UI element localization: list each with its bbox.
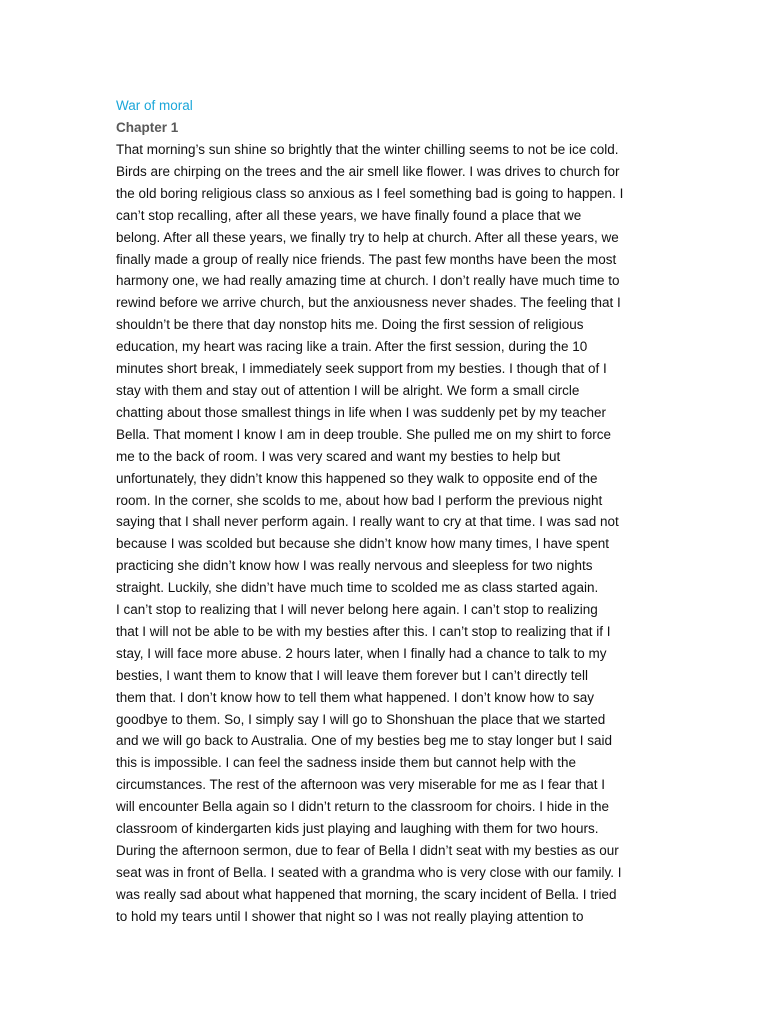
document-body [116,139,656,928]
text-line: them that. I don’t know how to tell them what happened. I don’t know how to say [116,689,595,705]
text-line: unfortunately, they didn’t know this happened so they walk to opposite end of the [116,470,598,486]
text-line: goodbye to them. So, I simply say I will go to Shonshuan the place that we started [116,711,606,727]
text-line: stay, I will face more abuse. 2 hours later, when I finally had a chance to talk to my [116,645,607,661]
body-paragraph [116,599,656,928]
text-line: room. In the corner, she scolds to me, about how bad I perform the previous night [116,492,603,508]
text-line: chatting about those smallest things in life when I was suddenly pet by my teacher [116,404,607,420]
text-line: circumstances. The rest of the afternoon was very miserable for me as I fear that I [116,777,605,793]
text-line: shouldn’t be there that day nonstop hits me. Doing the first session of religious [116,317,584,333]
text-line: practicing she didn’t know how I was really nervous and sleepless for two nights [116,558,593,574]
body-paragraph [116,139,656,599]
text-line: Bella. That moment I know I am in deep trouble. She pulled me on my shirt to force [116,426,611,442]
text-line: seat was in front of Bella. I seated with a grandma who is very close with our family. I [116,864,622,880]
text-line: straight. Luckily, she didn’t have much time to scolded me as class started again. [116,580,599,596]
text-line: education, my heart was racing like a train. After the first session, during the 10 [116,339,588,355]
text-line: stay with them and stay out of attention I will be alright. We form a small circle [116,382,580,398]
text-line: rewind before we arrive church, but the anxiousness never shades. The feeling that I [116,295,621,311]
text-line: because I was scolded but because she didn’t know how many times, I have spent [116,536,610,552]
document-page [116,97,656,928]
text-line: Birds are chirping on the trees and the air smell like flower. I was drives to church for [116,163,620,179]
text-line: minutes short break, I immediately seek support from my besties. I though that of I [116,361,607,377]
text-line: that I will not be able to be with my besties after this. I can’t stop to realizing that if I [116,623,611,639]
text-line: can’t stop recalling, after all these years, we have finally found a place that we [116,207,582,223]
text-line: That morning’s sun shine so brightly that the winter chilling seems to not be ice cold. [116,142,619,157]
text-line: harmony one, we had really amazing time at church. I don’t really have much time to [116,273,620,289]
chapter-heading: Chapter 1 [116,120,179,135]
text-line: will encounter Bella again so I didn’t return to the classroom for choirs. I hide in the [116,799,610,815]
text-line: saying that I shall never perform again. I really want to cry at that time. I was sad not [116,514,619,530]
text-line: I can’t stop to realizing that I will never belong here again. I can’t stop to realizing [116,602,598,618]
text-line: During the afternoon sermon, due to fear of Bella I didn’t seat with my besties as our [116,843,619,858]
text-line: finally made a group of really nice friends. The past few months have been the most [116,251,617,267]
text-line: this is impossible. I can feel the sadness inside them but cannot help with the [116,755,577,771]
text-line: belong. After all these years, we finally try to help at church. After all these years, we [116,229,619,245]
document-title: War of moral [116,98,193,113]
text-line: me to the back of room. I was very scared and want my besties to help but [116,448,561,464]
text-line: and we will go back to Australia. One of my besties beg me to stay longer but I said [116,733,613,749]
text-line: classroom of kindergarten kids just playing and laughing with them for two hours. [116,821,599,837]
text-line: to hold my tears until I shower that night so I was not really playing attention to [116,908,584,924]
text-line: besties, I want them to know that I will leave them forever but I can’t directly tell [116,667,588,683]
text-line: was really sad about what happened that morning, the scary incident of Bella. I tried [116,886,617,902]
text-line: the old boring religious class so anxious as I feel something bad is going to happen. I [116,185,624,201]
